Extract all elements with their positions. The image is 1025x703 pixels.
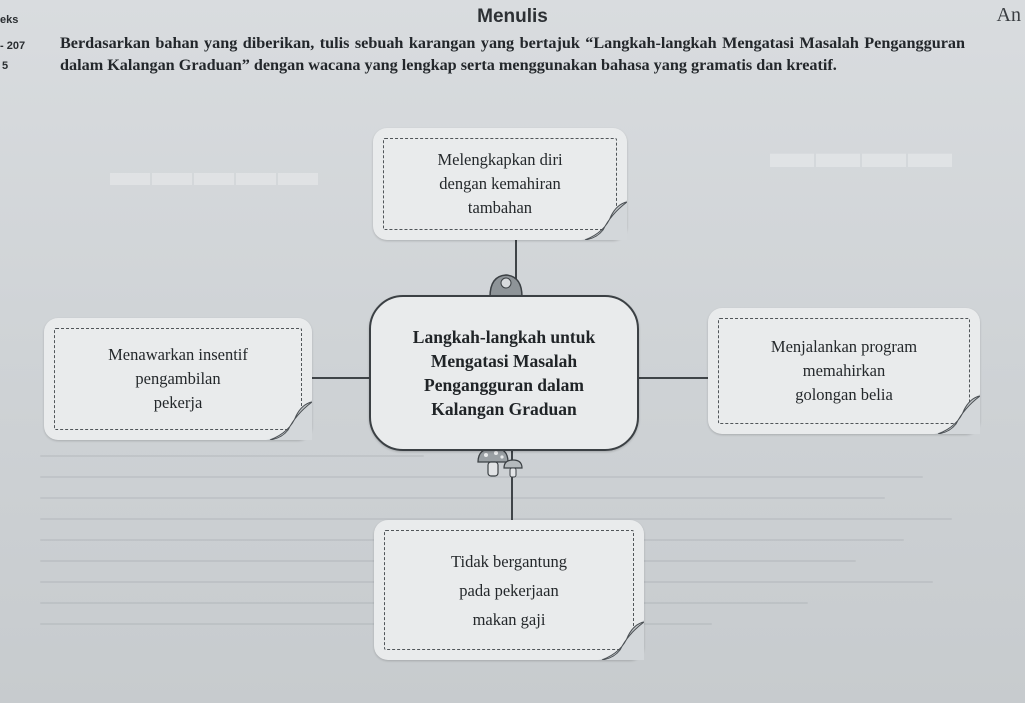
background-watermark: ▬▬▬▬▬ xyxy=(110,150,320,194)
idea-box-bottom xyxy=(374,520,644,660)
idea-right-line: memahirkan xyxy=(802,361,886,380)
idea-top-line: Melengkapkan diri xyxy=(437,150,563,169)
idea-right-line: golongan belia xyxy=(795,385,893,404)
idea-box-right-border xyxy=(718,318,970,424)
idea-text-right xyxy=(771,335,917,407)
idea-left-line: Menawarkan insentif xyxy=(108,345,248,364)
central-topic-line: Kalangan Graduan xyxy=(431,399,577,419)
idea-text-top xyxy=(437,148,562,220)
page-curl-icon xyxy=(581,200,627,240)
central-topic-line: Mengatasi Masalah xyxy=(430,351,578,371)
margin-label-range: - 207 xyxy=(0,40,26,52)
idea-box-right xyxy=(708,308,980,434)
idea-bottom-line: Tidak bergantung xyxy=(451,551,567,571)
idea-left-line: pengambilan xyxy=(135,369,221,388)
idea-bottom-line: pada pekerjaan xyxy=(459,580,559,600)
page-curl-icon xyxy=(598,620,644,660)
section-title: Menulis xyxy=(477,6,548,27)
background-watermark: ▬▬▬▬ xyxy=(770,128,954,177)
margin-label-number: 5 xyxy=(2,60,9,72)
margin-label-top: eks xyxy=(0,14,19,26)
knob-icon xyxy=(486,270,526,298)
idea-top-line: dengan kemahiran xyxy=(439,174,561,193)
connector-left xyxy=(310,377,370,379)
central-topic-box xyxy=(369,295,639,451)
idea-bottom-line: makan gaji xyxy=(472,609,546,629)
idea-box-top xyxy=(373,128,627,240)
central-topic-line: Langkah-langkah untuk xyxy=(412,327,596,347)
idea-left-line: pekerja xyxy=(153,393,203,412)
page-curl-icon xyxy=(266,400,312,440)
connector-right xyxy=(634,377,710,379)
instruction-text: Berdasarkan bahan yang diberikan, tulis sebuah karangan yang bertajuk “Langkah-langkah Mengatasi Masalah Pengangguran dalam Kalangan Graduan” dengan wacana yang lengkap serta menggunakan bahasa yang gramatis dan kreatif. xyxy=(60,34,965,74)
idea-box-left-border xyxy=(54,328,302,430)
idea-box-bottom-border xyxy=(384,530,634,650)
central-topic-line: Pengangguran dalam xyxy=(424,375,584,395)
mushroom-icon xyxy=(472,446,528,482)
idea-text-left xyxy=(108,343,248,415)
page-curl-icon xyxy=(934,394,980,434)
idea-right-line: Menjalankan program xyxy=(770,337,918,356)
corner-mark: An xyxy=(996,4,1021,26)
idea-text-bottom xyxy=(451,547,567,634)
idea-top-line: tambahan xyxy=(467,198,533,217)
central-topic-text xyxy=(413,325,595,421)
idea-box-left xyxy=(44,318,312,440)
